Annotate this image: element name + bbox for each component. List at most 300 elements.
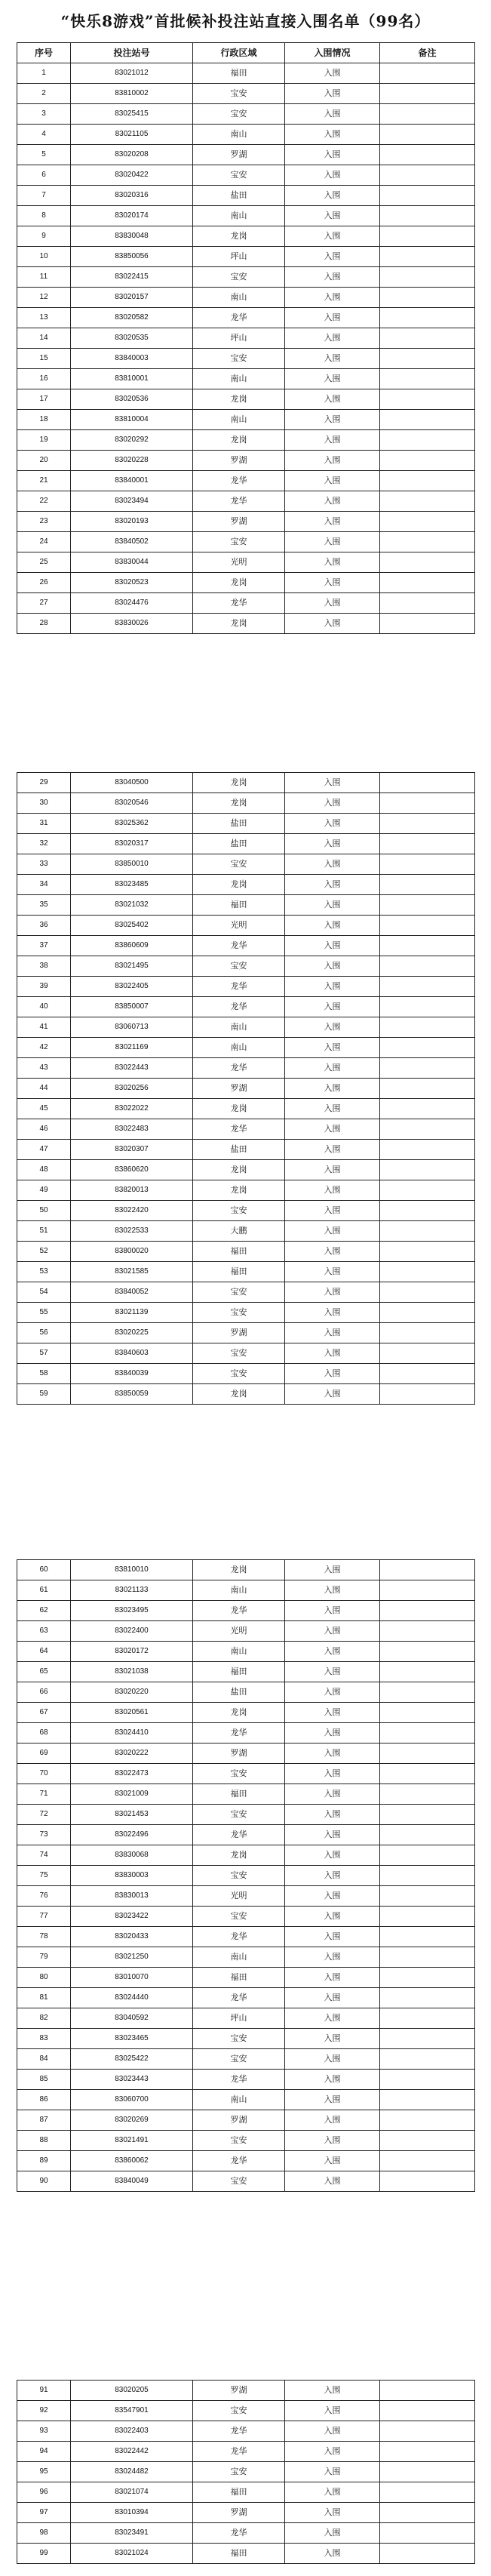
district: 龙岗 xyxy=(193,773,285,793)
table-row xyxy=(17,1947,475,1968)
remarks xyxy=(380,1160,475,1180)
station-id: 83021009 xyxy=(71,1784,193,1805)
status: 入围 xyxy=(285,573,380,593)
row-index: 31 xyxy=(17,814,71,834)
roster-table-part-3 xyxy=(17,1559,475,2192)
status: 入围 xyxy=(285,2049,380,2070)
remarks xyxy=(380,1601,475,1621)
remarks xyxy=(380,1201,475,1221)
status: 入围 xyxy=(285,84,380,104)
district: 宝安 xyxy=(193,956,285,977)
district: 宝安 xyxy=(193,1343,285,1364)
station-id: 83020536 xyxy=(71,389,193,410)
remarks xyxy=(380,1282,475,1303)
row-index: 9 xyxy=(17,226,71,247)
status: 入围 xyxy=(285,2421,380,2442)
table-row xyxy=(17,2482,475,2503)
table-row xyxy=(17,1079,475,1099)
district: 南山 xyxy=(193,125,285,145)
station-id: 83020256 xyxy=(71,1079,193,1099)
row-index: 91 xyxy=(17,2381,71,2401)
row-index: 77 xyxy=(17,1907,71,1927)
row-index: 38 xyxy=(17,956,71,977)
station-id: 83020433 xyxy=(71,1927,193,1947)
district: 龙华 xyxy=(193,593,285,614)
remarks xyxy=(380,1927,475,1947)
status: 入围 xyxy=(285,1079,380,1099)
station-id: 83020546 xyxy=(71,793,193,814)
remarks xyxy=(380,834,475,854)
status: 入围 xyxy=(285,895,380,916)
remarks xyxy=(380,1058,475,1079)
row-index: 30 xyxy=(17,793,71,814)
remarks xyxy=(380,1099,475,1119)
station-id: 83024410 xyxy=(71,1723,193,1743)
district: 罗湖 xyxy=(193,512,285,532)
remarks xyxy=(380,471,475,491)
remarks xyxy=(380,1140,475,1160)
station-id: 83021495 xyxy=(71,956,193,977)
status: 入围 xyxy=(285,1282,380,1303)
remarks xyxy=(380,2171,475,2192)
district: 盐田 xyxy=(193,186,285,206)
remarks xyxy=(380,2110,475,2131)
status: 入围 xyxy=(285,2008,380,2029)
status: 入围 xyxy=(285,2523,380,2544)
row-index: 60 xyxy=(17,1560,71,1580)
station-id: 83840502 xyxy=(71,532,193,552)
table-row xyxy=(17,834,475,854)
row-index: 21 xyxy=(17,471,71,491)
status: 入围 xyxy=(285,1947,380,1968)
district: 宝安 xyxy=(193,1201,285,1221)
status: 入围 xyxy=(285,814,380,834)
district: 龙华 xyxy=(193,2442,285,2462)
remarks xyxy=(380,328,475,349)
row-index: 3 xyxy=(17,104,71,125)
row-index: 40 xyxy=(17,997,71,1017)
district: 南山 xyxy=(193,288,285,308)
table-row xyxy=(17,1866,475,1886)
table-row xyxy=(17,2401,475,2421)
remarks xyxy=(380,1805,475,1825)
district: 福田 xyxy=(193,1784,285,1805)
remarks xyxy=(380,1580,475,1601)
remarks xyxy=(380,165,475,186)
row-index: 24 xyxy=(17,532,71,552)
station-id: 83023494 xyxy=(71,491,193,512)
table-row xyxy=(17,1642,475,1662)
table-row xyxy=(17,288,475,308)
station-id: 83020269 xyxy=(71,2110,193,2131)
station-id: 83860620 xyxy=(71,1160,193,1180)
table-row xyxy=(17,186,475,206)
station-id: 83021169 xyxy=(71,1038,193,1058)
station-id: 83020582 xyxy=(71,308,193,328)
table-row xyxy=(17,1384,475,1405)
row-index: 35 xyxy=(17,895,71,916)
status: 入围 xyxy=(285,1303,380,1323)
remarks xyxy=(380,1703,475,1723)
district: 南山 xyxy=(193,1017,285,1038)
remarks xyxy=(380,430,475,451)
table-row xyxy=(17,1099,475,1119)
page-title: “快乐8游戏”首批候补投注站直接入围名单（99名） xyxy=(60,12,431,30)
table-row xyxy=(17,2421,475,2442)
station-id: 83021038 xyxy=(71,1662,193,1682)
status: 入围 xyxy=(285,288,380,308)
station-id: 83021012 xyxy=(71,63,193,84)
station-id: 83840003 xyxy=(71,349,193,369)
remarks xyxy=(380,2421,475,2442)
station-id: 83025422 xyxy=(71,2049,193,2070)
station-id: 83810004 xyxy=(71,410,193,430)
table-row xyxy=(17,1140,475,1160)
status: 入围 xyxy=(285,997,380,1017)
table-row xyxy=(17,491,475,512)
table-row xyxy=(17,2110,475,2131)
remarks xyxy=(380,1845,475,1866)
status: 入围 xyxy=(285,1723,380,1743)
station-id: 83860062 xyxy=(71,2151,193,2171)
table-row xyxy=(17,104,475,125)
table-row xyxy=(17,1580,475,1601)
district: 宝安 xyxy=(193,1364,285,1384)
station-id: 83547901 xyxy=(71,2401,193,2421)
status: 入围 xyxy=(285,1058,380,1079)
remarks xyxy=(380,1303,475,1323)
row-index: 17 xyxy=(17,389,71,410)
station-id: 83025362 xyxy=(71,814,193,834)
station-id: 83022415 xyxy=(71,267,193,288)
district: 罗湖 xyxy=(193,1079,285,1099)
remarks xyxy=(380,1323,475,1343)
row-index: 16 xyxy=(17,369,71,389)
remarks xyxy=(380,1886,475,1907)
table-header-row xyxy=(17,43,475,63)
district: 龙华 xyxy=(193,997,285,1017)
remarks xyxy=(380,573,475,593)
row-index: 15 xyxy=(17,349,71,369)
remarks xyxy=(380,491,475,512)
table-row xyxy=(17,1017,475,1038)
remarks xyxy=(380,936,475,956)
remarks xyxy=(380,267,475,288)
remarks xyxy=(380,2381,475,2401)
status: 入围 xyxy=(285,1580,380,1601)
row-index: 12 xyxy=(17,288,71,308)
row-index: 1 xyxy=(17,63,71,84)
row-index: 96 xyxy=(17,2482,71,2503)
remarks xyxy=(380,247,475,267)
station-id: 83021453 xyxy=(71,1805,193,1825)
table-row xyxy=(17,206,475,226)
status: 入围 xyxy=(285,2442,380,2462)
station-id: 83840001 xyxy=(71,471,193,491)
status: 入围 xyxy=(285,1642,380,1662)
station-id: 83850010 xyxy=(71,854,193,875)
remarks xyxy=(380,1743,475,1764)
station-id: 83022403 xyxy=(71,2421,193,2442)
remarks xyxy=(380,2070,475,2090)
row-index: 80 xyxy=(17,1968,71,1988)
station-id: 83024476 xyxy=(71,593,193,614)
status: 入围 xyxy=(285,1364,380,1384)
status: 入围 xyxy=(285,369,380,389)
status: 入围 xyxy=(285,2503,380,2523)
row-index: 57 xyxy=(17,1343,71,1364)
district: 宝安 xyxy=(193,2131,285,2151)
table-row xyxy=(17,1662,475,1682)
row-index: 86 xyxy=(17,2090,71,2110)
station-id: 83023443 xyxy=(71,2070,193,2090)
station-id: 83810010 xyxy=(71,1560,193,1580)
table-row xyxy=(17,1927,475,1947)
table-row xyxy=(17,614,475,634)
station-id: 83021491 xyxy=(71,2131,193,2151)
row-index: 28 xyxy=(17,614,71,634)
remarks xyxy=(380,1242,475,1262)
station-id: 83830026 xyxy=(71,614,193,634)
table-row xyxy=(17,2049,475,2070)
row-index: 44 xyxy=(17,1079,71,1099)
status: 入围 xyxy=(285,875,380,895)
status: 入围 xyxy=(285,430,380,451)
district: 福田 xyxy=(193,2544,285,2564)
row-index: 36 xyxy=(17,916,71,936)
station-id: 83020157 xyxy=(71,288,193,308)
table-row xyxy=(17,63,475,84)
row-index: 8 xyxy=(17,206,71,226)
remarks xyxy=(380,1180,475,1201)
status: 入围 xyxy=(285,471,380,491)
status: 入围 xyxy=(285,1764,380,1784)
table-row xyxy=(17,267,475,288)
district: 坪山 xyxy=(193,2008,285,2029)
row-index: 13 xyxy=(17,308,71,328)
district: 宝安 xyxy=(193,1303,285,1323)
status: 入围 xyxy=(285,267,380,288)
table-row xyxy=(17,552,475,573)
remarks xyxy=(380,875,475,895)
table-row xyxy=(17,997,475,1017)
table-row xyxy=(17,1764,475,1784)
status: 入围 xyxy=(285,186,380,206)
remarks xyxy=(380,206,475,226)
row-index: 79 xyxy=(17,1947,71,1968)
table-row xyxy=(17,956,475,977)
status: 入围 xyxy=(285,854,380,875)
remarks xyxy=(380,1038,475,1058)
table-row xyxy=(17,84,475,104)
district: 宝安 xyxy=(193,532,285,552)
status: 入围 xyxy=(285,451,380,471)
row-index: 19 xyxy=(17,430,71,451)
remarks xyxy=(380,125,475,145)
station-id: 83060700 xyxy=(71,2090,193,2110)
table-row xyxy=(17,247,475,267)
status: 入围 xyxy=(285,2544,380,2564)
row-index: 50 xyxy=(17,1201,71,1221)
header-index: 序号 xyxy=(17,43,71,63)
status: 入围 xyxy=(285,1140,380,1160)
district: 南山 xyxy=(193,1642,285,1662)
station-id: 83022442 xyxy=(71,2442,193,2462)
remarks xyxy=(380,895,475,916)
district: 龙岗 xyxy=(193,226,285,247)
remarks xyxy=(380,956,475,977)
remarks xyxy=(380,2090,475,2110)
district: 龙华 xyxy=(193,2070,285,2090)
table-row xyxy=(17,512,475,532)
status: 入围 xyxy=(285,226,380,247)
row-index: 42 xyxy=(17,1038,71,1058)
row-index: 25 xyxy=(17,552,71,573)
district: 福田 xyxy=(193,1242,285,1262)
station-id: 83020535 xyxy=(71,328,193,349)
station-id: 83020317 xyxy=(71,834,193,854)
row-index: 62 xyxy=(17,1601,71,1621)
status: 入围 xyxy=(285,2090,380,2110)
district: 光明 xyxy=(193,1886,285,1907)
table-row xyxy=(17,2523,475,2544)
district: 光明 xyxy=(193,1621,285,1642)
status: 入围 xyxy=(285,2070,380,2090)
row-index: 67 xyxy=(17,1703,71,1723)
table-row xyxy=(17,2462,475,2482)
row-index: 4 xyxy=(17,125,71,145)
table-row xyxy=(17,1242,475,1262)
remarks xyxy=(380,389,475,410)
row-index: 69 xyxy=(17,1743,71,1764)
station-id: 83020222 xyxy=(71,1743,193,1764)
remarks xyxy=(380,349,475,369)
station-id: 83024440 xyxy=(71,1988,193,2008)
row-index: 7 xyxy=(17,186,71,206)
row-index: 76 xyxy=(17,1886,71,1907)
station-id: 83020292 xyxy=(71,430,193,451)
table-row xyxy=(17,1968,475,1988)
roster-table-part-4 xyxy=(17,2380,475,2564)
district: 罗湖 xyxy=(193,451,285,471)
station-id: 83020172 xyxy=(71,1642,193,1662)
table-row xyxy=(17,2008,475,2029)
table-row xyxy=(17,2029,475,2049)
station-id: 83021139 xyxy=(71,1303,193,1323)
district: 南山 xyxy=(193,206,285,226)
table-row xyxy=(17,2151,475,2171)
status: 入围 xyxy=(285,1845,380,1866)
district: 龙华 xyxy=(193,1119,285,1140)
station-id: 83830013 xyxy=(71,1886,193,1907)
district: 龙岗 xyxy=(193,1180,285,1201)
remarks xyxy=(380,308,475,328)
district: 罗湖 xyxy=(193,1743,285,1764)
table-row xyxy=(17,369,475,389)
district: 龙华 xyxy=(193,1058,285,1079)
table-row xyxy=(17,1364,475,1384)
status: 入围 xyxy=(285,1988,380,2008)
status: 入围 xyxy=(285,206,380,226)
remarks xyxy=(380,2523,475,2544)
remarks xyxy=(380,512,475,532)
table-row xyxy=(17,936,475,956)
station-id: 83010070 xyxy=(71,1968,193,1988)
status: 入围 xyxy=(285,1323,380,1343)
table-row xyxy=(17,593,475,614)
station-id: 83023422 xyxy=(71,1907,193,1927)
district: 龙岗 xyxy=(193,573,285,593)
status: 入围 xyxy=(285,977,380,997)
district: 宝安 xyxy=(193,854,285,875)
status: 入围 xyxy=(285,389,380,410)
district: 坪山 xyxy=(193,328,285,349)
table-row xyxy=(17,1201,475,1221)
table-row xyxy=(17,875,475,895)
table-row xyxy=(17,308,475,328)
district: 龙岗 xyxy=(193,1384,285,1405)
station-id: 83020225 xyxy=(71,1323,193,1343)
station-id: 83850056 xyxy=(71,247,193,267)
status: 入围 xyxy=(285,1160,380,1180)
row-index: 59 xyxy=(17,1384,71,1405)
remarks xyxy=(380,997,475,1017)
station-id: 83021024 xyxy=(71,2544,193,2564)
row-index: 26 xyxy=(17,573,71,593)
status: 入围 xyxy=(285,2110,380,2131)
table-row xyxy=(17,532,475,552)
district: 宝安 xyxy=(193,349,285,369)
district: 龙岗 xyxy=(193,875,285,895)
table-row xyxy=(17,226,475,247)
district: 龙岗 xyxy=(193,430,285,451)
remarks xyxy=(380,593,475,614)
status: 入围 xyxy=(285,1384,380,1405)
table-row xyxy=(17,328,475,349)
station-id: 83010394 xyxy=(71,2503,193,2523)
row-index: 65 xyxy=(17,1662,71,1682)
remarks xyxy=(380,793,475,814)
row-index: 37 xyxy=(17,936,71,956)
header-district: 行政区域 xyxy=(193,43,285,63)
status: 入围 xyxy=(285,834,380,854)
table-row xyxy=(17,145,475,165)
status: 入围 xyxy=(285,773,380,793)
station-id: 83021133 xyxy=(71,1580,193,1601)
station-id: 83810001 xyxy=(71,369,193,389)
district: 南山 xyxy=(193,410,285,430)
station-id: 83840049 xyxy=(71,2171,193,2192)
table-row xyxy=(17,349,475,369)
remarks xyxy=(380,1262,475,1282)
remarks xyxy=(380,552,475,573)
table-row xyxy=(17,1723,475,1743)
station-id: 83020307 xyxy=(71,1140,193,1160)
district: 龙岗 xyxy=(193,614,285,634)
table-row xyxy=(17,1621,475,1642)
row-index: 10 xyxy=(17,247,71,267)
status: 入围 xyxy=(285,1560,380,1580)
district: 龙华 xyxy=(193,2421,285,2442)
remarks xyxy=(380,2029,475,2049)
row-index: 81 xyxy=(17,1988,71,2008)
district: 南山 xyxy=(193,1038,285,1058)
table-row xyxy=(17,814,475,834)
remarks xyxy=(380,1119,475,1140)
row-index: 56 xyxy=(17,1323,71,1343)
station-id: 83022473 xyxy=(71,1764,193,1784)
status: 入围 xyxy=(285,328,380,349)
